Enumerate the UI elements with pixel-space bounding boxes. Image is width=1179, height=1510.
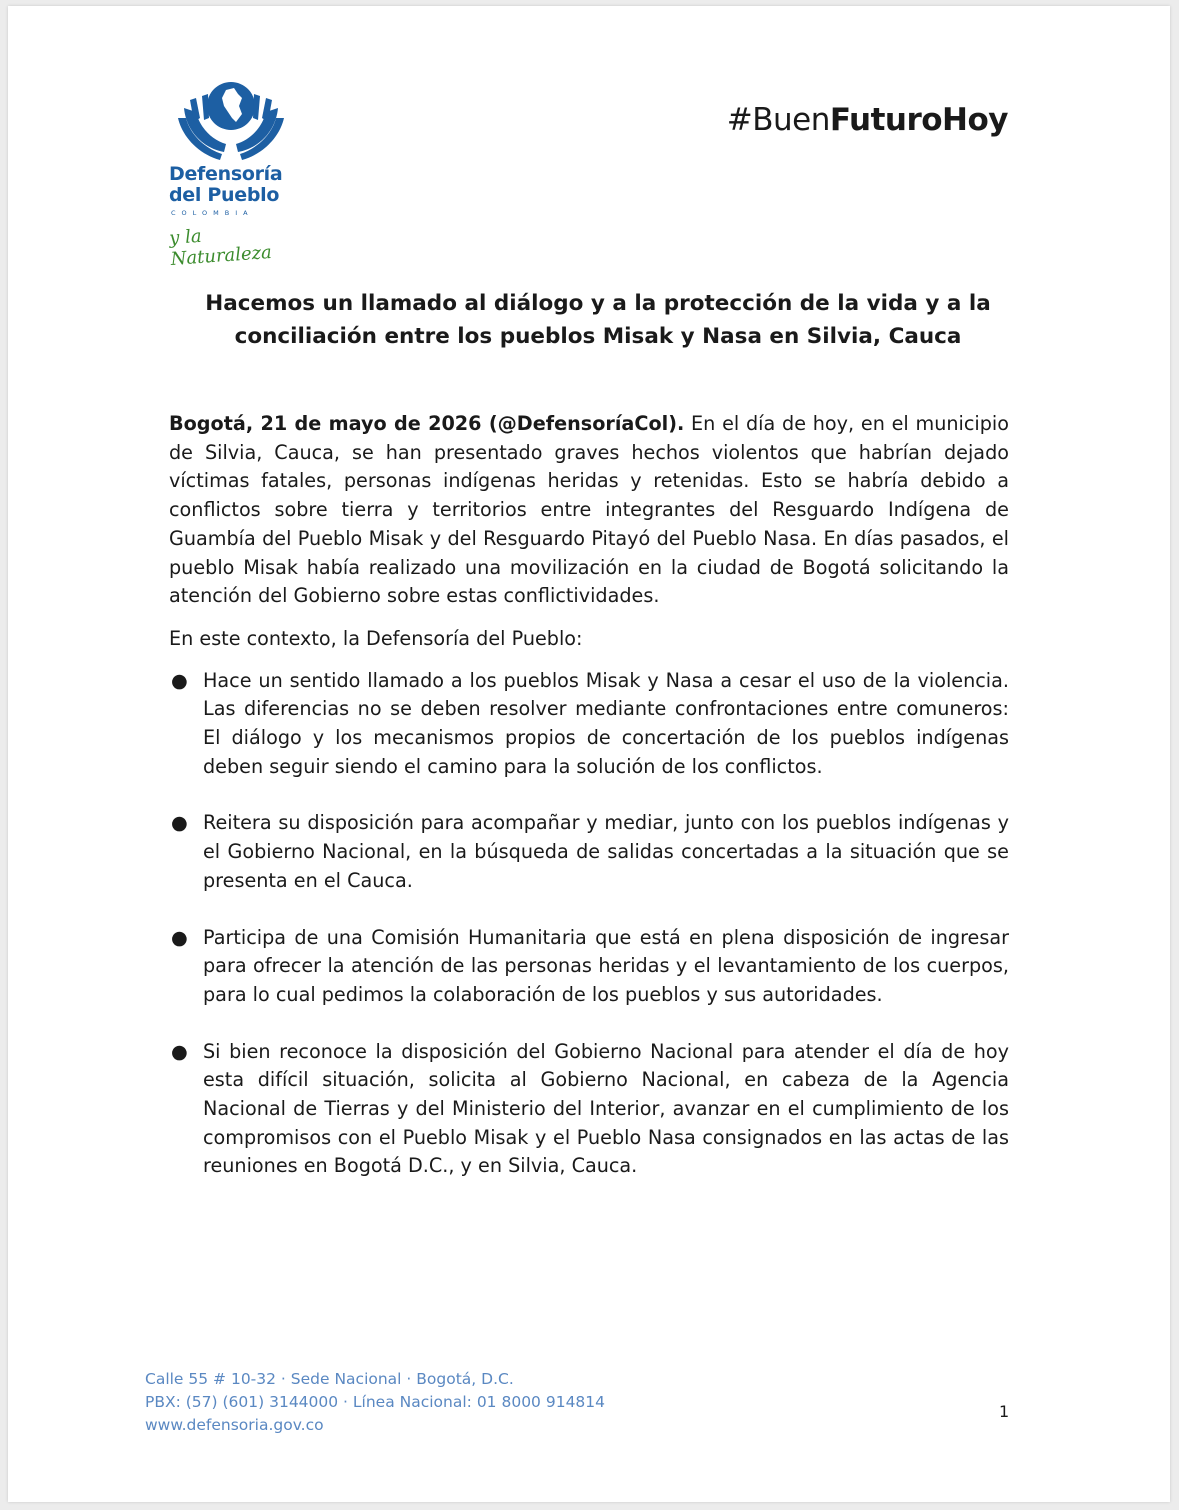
- list-item: [169, 809, 1009, 895]
- list-item: [169, 924, 1009, 1010]
- list-item-text: Participa de una Comisión Humanitaria que está en plena disposición de ingresar para ofrecer la atención de las personas heridas y el levantamiento de los cuerpos, para lo cual pedimos la colaboración de los pueblos y sus autoridades.: [203, 925, 1009, 1006]
- footer-address: Calle 55 # 10-32 · Sede Nacional · Bogotá, D.C.: [145, 1370, 514, 1388]
- footer-phone: PBX: (57) (601) 3144000 · Línea Nacional: 01 8000 914814: [145, 1393, 606, 1411]
- logo-country: COLOMBIA: [171, 209, 254, 217]
- hashtag-prefix: #Buen: [726, 102, 830, 138]
- footer-contact: [145, 1368, 605, 1437]
- campaign-hashtag: [727, 102, 1008, 138]
- press-release-body: [169, 410, 1009, 1209]
- list-item: [169, 1038, 1009, 1182]
- list-item: [169, 667, 1009, 782]
- hands-globe-icon: [176, 78, 286, 163]
- intro-paragraph: En este contexto, la Defensoría del Pueblo:: [169, 626, 583, 650]
- hashtag-bold: FuturoHoy: [829, 102, 1008, 138]
- logo-tagline: y la Naturaleza: [168, 225, 273, 270]
- document-page: [8, 6, 1170, 1502]
- bullet-icon: ●: [171, 1039, 188, 1063]
- logo-name-line1: Defensoría: [169, 163, 283, 185]
- bullet-icon: ●: [171, 668, 188, 692]
- bullet-icon: ●: [171, 925, 188, 949]
- statement-list: [169, 667, 1009, 1182]
- press-release-title: Hacemos un llamado al diálogo y a la protección de la vida y a la conciliación entre los pueblos Misak y Nasa en Silvia, Cauca: [205, 291, 991, 349]
- list-item-text: Si bien reconoce la disposición del Gobierno Nacional para atender el día de hoy esta difícil situación, solicita al Gobierno Nacional, en cabeza de la Agencia Nacional de Tierras y del Ministerio del Interior, avanzar en el cumplimiento de los compromisos con el Pueblo Misak y el Pueblo Nasa consignados en las actas de las reuniones en Bogotá D.C., y en Silvia, Cauca.: [203, 1039, 1009, 1178]
- list-item-text: Reitera su disposición para acompañar y mediar, junto con los pueblos indígenas y el Gobierno Nacional, en la búsqueda de salidas concertadas a la situación que se presenta en el Cauca.: [203, 811, 1009, 892]
- lead-text: En el día de hoy, en el municipio de Silvia, Cauca, se han presentado graves hechos violentos que habrían dejado víctimas fatales, personas indígenas heridas y retenidas. Esto se habría debido a conflictos sobre tierra y territorios entre integrantes del Resguardo Indígena de Guambía del Pueblo Misak y del Resguardo Pitayó del Pueblo Nasa. En días pasados, el pueblo Misak había realizado una movilización en la ciudad de Bogotá solicitando la atención del Gobierno sobre estas conflictividades.: [169, 412, 1009, 608]
- page-number: 1: [999, 1402, 1010, 1421]
- dateline: Bogotá, 21 de mayo de 2026 (@DefensoríaCol).: [169, 412, 685, 435]
- bullet-icon: ●: [171, 811, 188, 835]
- defensoria-logo: [168, 78, 298, 270]
- footer-website: www.defensoria.gov.co: [145, 1416, 324, 1434]
- lead-paragraph: [169, 410, 1009, 611]
- list-item-text: Hace un sentido llamado a los pueblos Misak y Nasa a cesar el uso de la violencia. Las diferencias no se deben resolver mediante confrontaciones entre comuneros: El diálogo y los mecanismos propios de concertación de los pueblos indígenas deben seguir siendo el camino para la solución de los conflictos.: [203, 668, 1009, 778]
- logo-wordmark: [169, 164, 299, 206]
- logo-name-line2: del Pueblo: [169, 184, 280, 206]
